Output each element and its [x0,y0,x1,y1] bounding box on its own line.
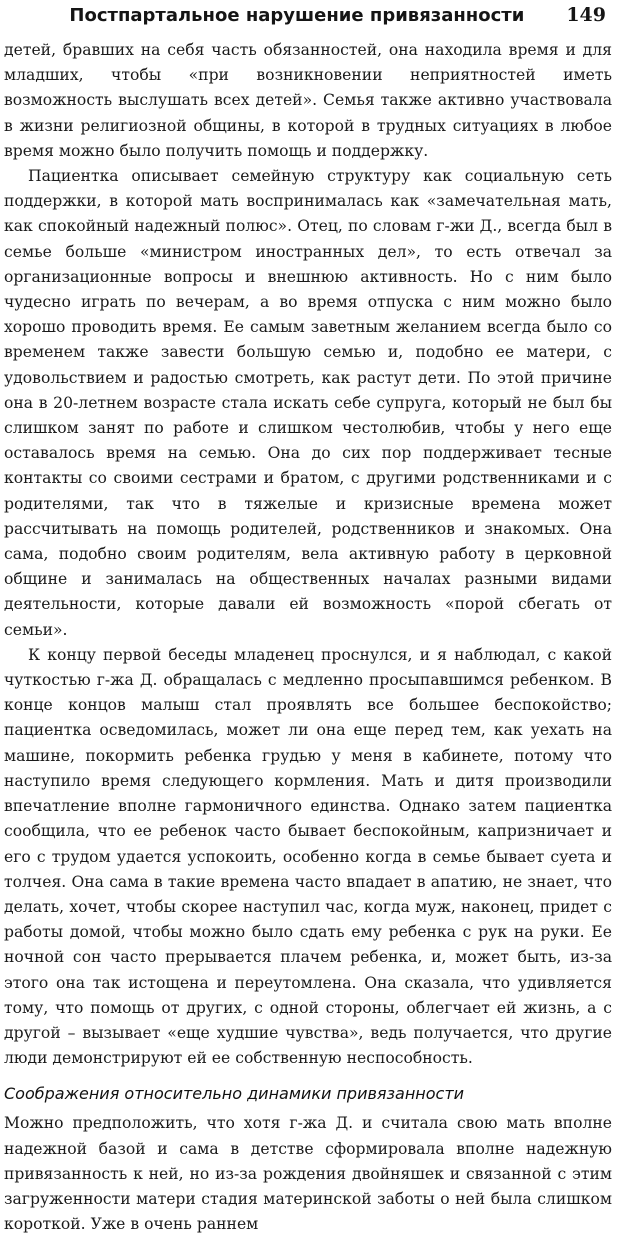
paragraph-continued: детей, бравших на себя часть обязанностей, она находила время и для младших, чтобы «при возникновении неприятностей иметь возможность выслушать всех детей». Семья также активно участвовала в жизни религиозной общины, в которой в трудных ситуациях в любое время можно было получить помощь и поддержку. [4,41,612,160]
chapter-title: Постпартальное нарушение привязанности [69,4,525,26]
section-heading: Соображения относительно динамики привязанности [4,1084,465,1104]
body-text [4,38,612,1237]
paragraph-first-session: К концу первой беседы младенец проснулся, и я наблюдал, с какой чуткостью г-жа Д. обращалась с медленно просыпавшимся ребенком. В конце концов малыш стал проявлять все большее беспокойство; пациентка осведомилась, может ли она еще перед тем, как уехать на машине, покормить ребенка грудью у меня в кабинете, потому что наступило время следующего кормления. Мать и дитя производили впечатление вполне гармоничного единства. Однако затем пациентка сообщила, что ее ребенок часто бывает беспокойным, капризничает и его с трудом удается успокоить, особенно когда в семье бывает суета и толчея. Она сама в такие времена часто впадает в апатию, не знает, что делать, хочет, чтобы скорее наступил час, когда муж, наконец, придет с работы домой, чтобы можно было сдать ему ребенка с рук на руки. Ее ночной сон часто прерывается плачем ребенка, и, может быть, из-за этого она так истощена и переутомлена. Она сказала, что удивляется тому, что помощь от других, с одной стороны, облегчает ей жизнь, а с другой – вызывает «еще худшие чувства», ведь получается, что другие люди демонстрируют ей ее собственную неспособность. [4,645,612,1068]
page-number: 149 [566,4,606,26]
running-header [4,0,612,30]
paragraph-family-structure: Пациентка описывает семейную структуру как социальную сеть поддержки, в которой мать воспринималась как «замечательная мать, как спокойный надежный полюс». Отец, по словам г-жи Д., всегда был в семье больше «министром иностранных дел», то есть отвечал за организационные вопросы и внешнюю активность. Но с ним было чудесно играть по вечерам, а во время отпуска с ним можно было хорошо проводить время. Ее самым заветным желанием всегда было со временем также завести большую семью и, подобно ее матери, с удовольствием и радостью смотреть, как растут дети. По этой причине она в 20-летнем возрасте стала искать себе супруга, который не был бы слишком занят по работе и слишком честолюбив, чтобы у него еще оставалось время на семью. Она до сих пор поддерживает тесные контакты со своими сестрами и братом, с другими родственниками и с родителями, так что в тяжелые и кризисные времена может рассчитывать на помощь родителей, родственников и знакомых. Она сама, подобно своим родителям, вела активную работу в церковной общине и занималась на общественных началах разными видами деятельности, которые давали ей возможность «порой сбегать от семьи». [4,167,612,639]
paragraph-section-start: Можно предположить, что хотя г-жа Д. и считала свою мать вполне надежной базой и сама в детстве сформировала вполне надежную привязанность к ней, но из-за рождения двойняшек и связанной с этим загруженности матери стадия материнской заботы о ней была слишком короткой. Уже в очень раннем [4,1114,612,1234]
